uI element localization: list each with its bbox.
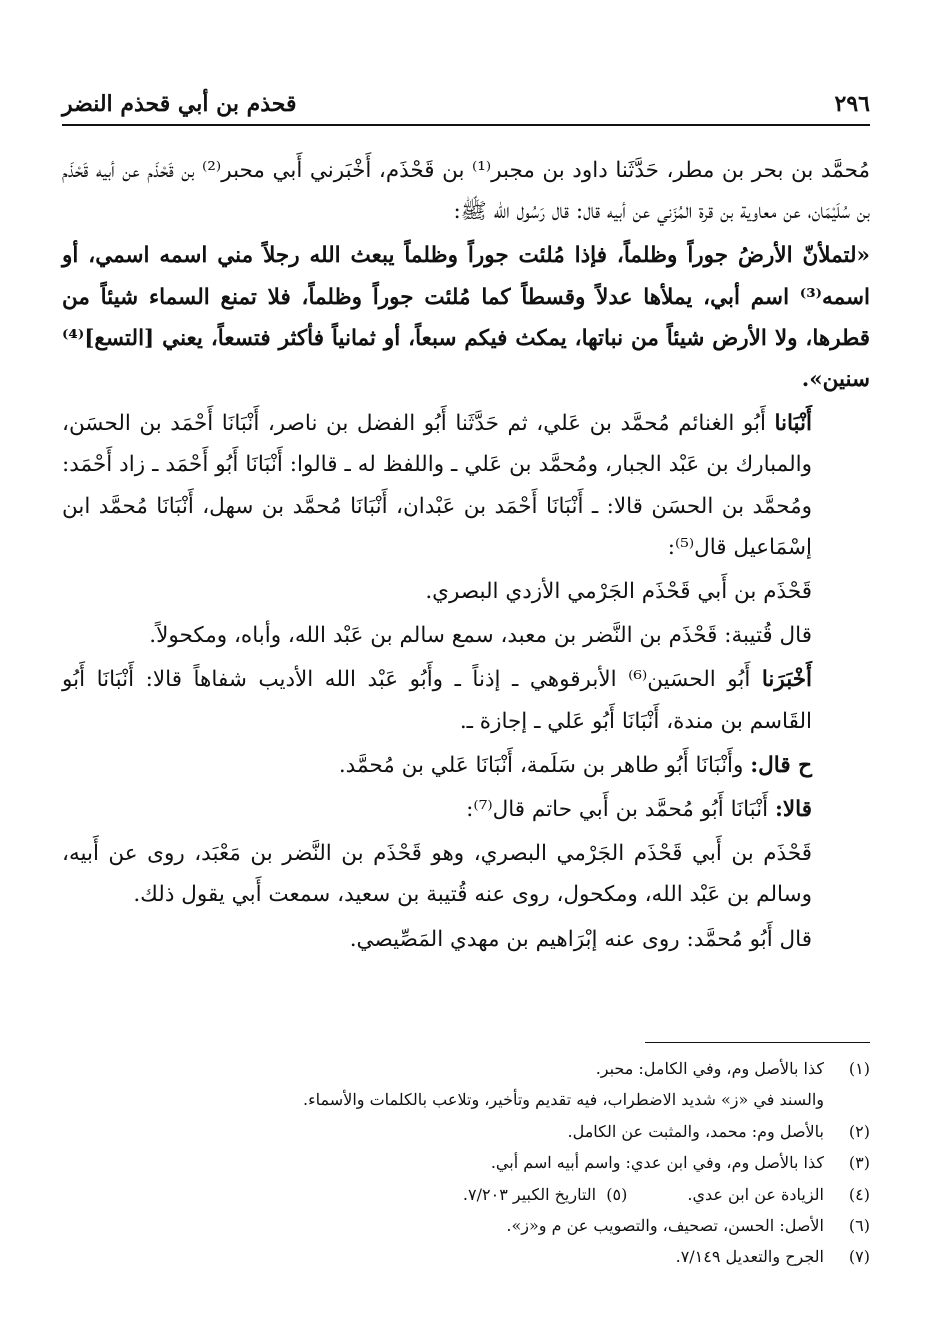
footnote-2	[62, 1116, 870, 1147]
footnote-text: الأصل: الحسن، تصحيف، والتصويب عن م و«ز».	[506, 1216, 824, 1236]
paragraph-lead: قالا:	[774, 797, 812, 823]
paragraph-lead: أَخْبَرَنا	[761, 667, 813, 693]
footnote-pair	[463, 1179, 824, 1210]
paragraph-akhbarana	[62, 659, 870, 741]
paragraph-isnad: مُحمَّد بن بحر بن مطر، حَدَّثَنا داود بن مجبر⁽¹⁾ بن قَحْذَم، أَخْبَرني أَبي محبر⁽²⁾ بن قَحْذَم عن أبيه قَحْذَم بن سُلَيْمَان، عن معاوية بن قرة المُزَني عن أبيه قال: قال رَسُول الله ﷺ:	[62, 158, 870, 225]
paragraph-qahdham-entry: قَحْذَم بن أَبي قَحْذَم الجَرْمي الأزدي البصري.	[425, 579, 812, 605]
paragraph-hadith: «لتملأنّ الأرضُ جوراً وظلماً، فإذا مُلئت جوراً وظلماً يبعث الله رجلاً مني اسمه اسمي، أو اسمه⁽³⁾ اسم أبي، يملأها عدلاً وقسطاً كما مُلئت جوراً وظلماً، فلا تمنع السماء شيئاً من قطرها، ولا الأرض شيئاً من نباتها، يمكث فيكم سبعاً، أو ثمانياً فأكثر فتسعاً، يعني [التسع]⁽⁴⁾ سنين».	[62, 243, 870, 393]
footnote-text: التاريخ الكبير ٧/٢٠٣.	[462, 1184, 597, 1204]
footnote-6	[62, 1210, 870, 1241]
footnote-text: بالأصل وم: محمد، والمثبت عن الكامل.	[567, 1121, 824, 1141]
footnote-separator	[645, 1042, 870, 1043]
paragraph-text: وأَنْبَانَا أَبُو طاهر بن سَلَمة، أَنْبَانَا عَلي بن مُحمَّد.	[338, 752, 751, 778]
footnote-text: كذا بالأصل وم، وفي الكامل: محبر.	[595, 1059, 824, 1078]
footnote-number: (٥)	[606, 1184, 628, 1204]
footnote-1	[62, 1053, 870, 1084]
footnote-text: الزيادة عن ابن عدي.	[687, 1184, 824, 1204]
page-header	[62, 84, 870, 126]
paragraph-ha-qala	[62, 745, 870, 786]
paragraph-ibn-abi-hatim: قَحْذَم بن أَبي قَحْذَم الجَرْمي البصري، وهو قَحْذَم بن النَّضر بن مَعْبَد، روى عن أَبيه، وسالم بن عَبْد الله، ومكحول، روى عنه قُتيبة بن سعيد، سمعت أَبي يقول ذلك.	[62, 841, 812, 908]
footnote-7	[62, 1241, 870, 1272]
footnote-3	[62, 1147, 870, 1178]
paragraph-text: أَبُو الغنائم مُحمَّد بن عَلي، ثم حَدَّثَنا أَبُو الفضل بن ناصر، أَنْبَانَا أَحْمَد بن الحسَن، والمبارك بن عَبْد الجبار، ومُحمَّد بن عَلي ـ واللفظ له ـ قالوا: أَنْبَانَا أَبُو أَحْمَد ـ زاد أَحْمَد: ومُحمَّد بن الحسَن قالا: ـ أَنْبَانَا أَحْمَد بن عَبْدان، أَنْبَانَا مُحمَّد بن سهل، أَنْبَانَا مُحمَّد ابن إسْمَاعيل قال⁽⁵⁾:	[62, 411, 812, 560]
footnote-5	[463, 1179, 627, 1210]
footnote-number: (٢)	[848, 1121, 870, 1141]
footnote-text: الجرح والتعديل ٧/١٤٩.	[675, 1247, 824, 1267]
paragraph-text: أَنْبَانَا أَبُو مُحمَّد بن أَبي حاتم قال⁽⁷⁾:	[466, 797, 775, 823]
paragraph-abu-muhammad: قال أَبُو مُحمَّد: روى عنه إبْرَاهيم بن مهدي المَصِّيصي.	[349, 926, 812, 952]
paragraph-lead: ح قال:	[750, 752, 812, 778]
footnote-number: (٤)	[848, 1184, 870, 1204]
book-page	[62, 0, 870, 1340]
paragraph-text: أَبُو الحسَين⁽⁶⁾ الأبرقوهي ـ إذناً ـ وأَبُو عَبْد الله الأديب شفاهاً قالا: أَنْبَانَا أَبُو القَاسم بن مندة، أَنْبَانَا أَبُو عَلي ـ إجازة ـ.	[62, 667, 812, 734]
footnote-1-continuation: والسند في «ز» شديد الاضطراب، فيه تقديم وتأخير، وتلاعب بالكلمات والأسماء.	[303, 1090, 824, 1110]
footnote-number: (٧)	[848, 1247, 870, 1267]
paragraph-anbana	[62, 403, 870, 568]
paragraph-qutayba: قال قُتيبة: قَحْذَم بن النَّضر بن معبد، سمع سالم بن عَبْد الله، وأباه، ومكحولاً.	[149, 623, 812, 649]
paragraph-qala	[62, 789, 870, 830]
footnotes	[62, 1053, 870, 1273]
footnote-number: (٣)	[848, 1153, 870, 1173]
footnote-number: (١)	[848, 1059, 870, 1078]
footnote-4-5	[62, 1179, 870, 1210]
footnote-text: كذا بالأصل وم، وفي ابن عدي: واسم أبيه اسم أبي.	[490, 1153, 824, 1173]
paragraph-lead: أَنْبَانا	[774, 411, 812, 437]
footnote-number: (٦)	[848, 1216, 870, 1236]
page-number: ٢٩٦	[834, 91, 870, 117]
main-text	[62, 150, 870, 963]
running-title: قحذم بن أبي قحذم النضر	[62, 91, 297, 117]
